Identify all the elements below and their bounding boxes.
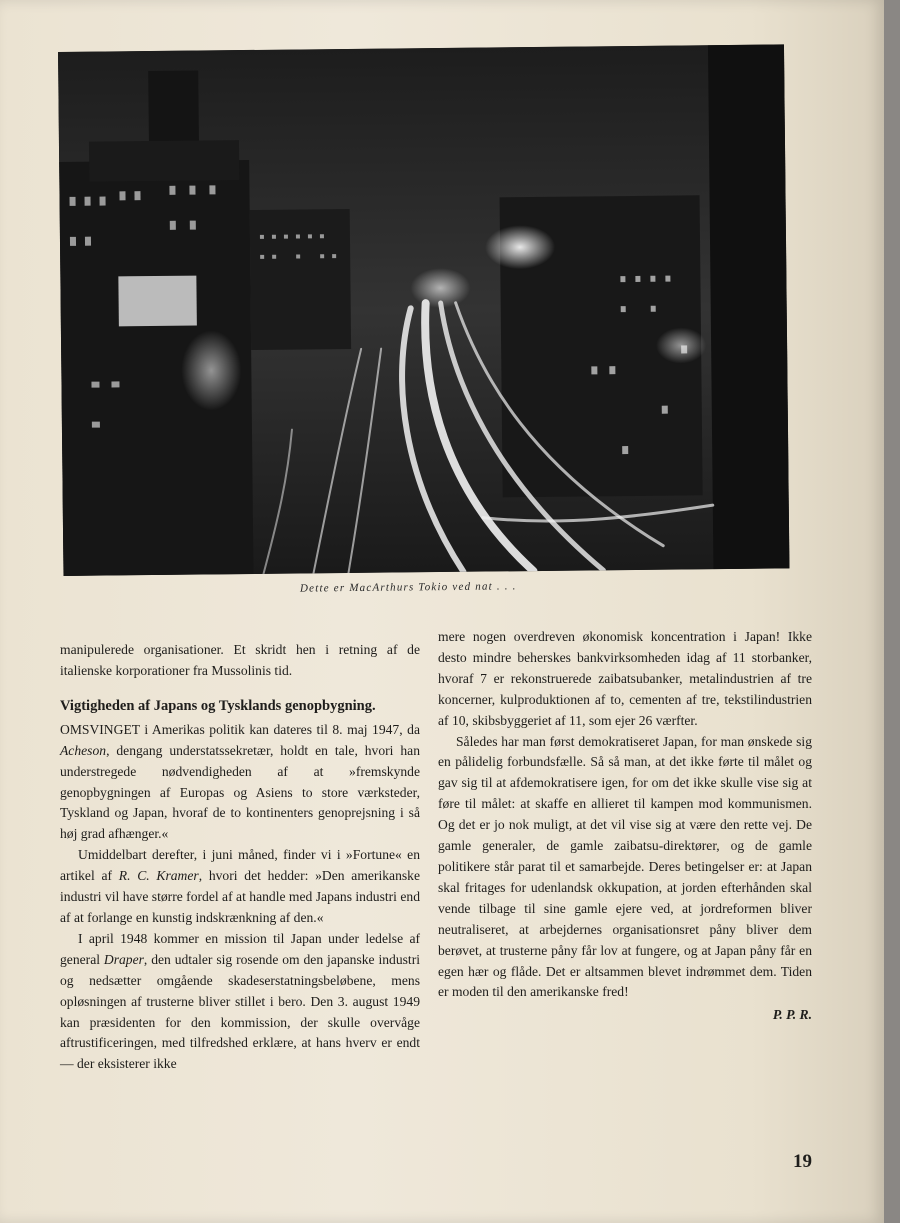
night-city-photo-icon	[58, 44, 789, 576]
paragraph-1-text-b: , dengang understatssekretær, holdt en tale, hvori han understregede nødvendigheden af at »fremskynde genopbygningen af Europas og Asiens to store værksteder, Tyskland og Japan, hvoraf de to kontinenters genoprejsning i så høj grad afhænger.«	[60, 742, 420, 842]
left-column	[60, 640, 420, 1075]
paragraph-2-text-b: , hvori det hedder: »Den amerikanske industri vil have større fordel af at handle med Japans industri end af at forlange en kunstig indskrænkning af den.«	[60, 868, 420, 925]
paragraph-3-text-b: , den udtaler sig rosende om den japanske industri og nedsætter omgående skadeserstatningsbeløbene, mens opløsningen af trusterne bliver stillet i bero. Den 3. august 1949 kan præsidenten for den kommission, der skulle overvåge aftrustificeringen, med tilfredshed erklære, at hans hverv er endt — der eksisterer ikke	[60, 951, 420, 1072]
paragraph-1-name: Acheson	[60, 742, 107, 758]
intro-paragraph: manipulerede organisationer. Et skridt hen i retning af de italienske korporationer fra Mussolinis tid.	[60, 642, 420, 678]
photo-caption: Dette er MacArthurs Tokio ved nat . . .	[299, 580, 517, 595]
paragraph-3	[60, 929, 420, 1075]
paragraph-2-text-a: Umiddelbart derefter, i juni måned, finder vi i »Fortune« en artikel af	[60, 847, 420, 884]
night-city-photo	[58, 44, 789, 576]
right-paragraph-1: mere nogen overdreven økonomisk koncentration i Japan! Ikke desto mindre beherskes bankvirksomheden idag af 11 storbanker, hvoraf 7 er rekonstruerede zaibatsubanker, metalindustrien af tre koncerner, kulproduktionen af to, cementen af tre, tekstilindustrien af 10, skibsbyggeriet af 11, som ejer 26 værfter.	[438, 629, 812, 728]
right-column	[438, 627, 812, 1026]
paragraph-3-name: Draper	[103, 951, 144, 967]
right-paragraph-2: Således har man først demokratiseret Japan, for man ønskede sig en pålidelig forbundsfælle. Så så man, at det ikke førte til målet og gav sig til at afdemokratisere igen, for om det ikke skulle vise sig at føre til målet: at skaffe en allieret til kampen mod kommunismen. Og det er jo nok muligt, at det vil vise sig at være den rette vej. De gamle generaler, de gamle zaibatsu-direktører, og de gamle politikere står parat til et samarbejde. Deres betingelser er: at Japan skal fritages for udenlandsk okkupation, at jorden efterhånden skal vende tilbage til sine gamle ejere ved, at jordreformen bliver neutraliseret, at arbejdernes organisationsret påny bliver dem berøvet, at trusterne påny får lov at fungere, og at Japan påny får en egen hær og flåde. Det er altsammen blevet indrømmet dem. Tiden er moden til den amerikanske fred!	[438, 733, 812, 1000]
paragraph-2	[60, 845, 420, 929]
paragraph-1-text-a: OMSVINGET i Amerikas politik kan dateres til 8. maj 1947, da	[60, 721, 420, 737]
section-heading: Vigtigheden af Japans og Tysklands genopbygning.	[60, 697, 376, 714]
paragraph-3-text-a: I april 1948 kommer en mission til Japan under ledelse af general	[60, 930, 420, 967]
author-signature: P. P. R.	[772, 1007, 812, 1023]
page-number: 19	[793, 1151, 812, 1172]
paragraph-2-name: R. C. Kramer	[118, 868, 199, 884]
paragraph-1	[60, 720, 420, 845]
